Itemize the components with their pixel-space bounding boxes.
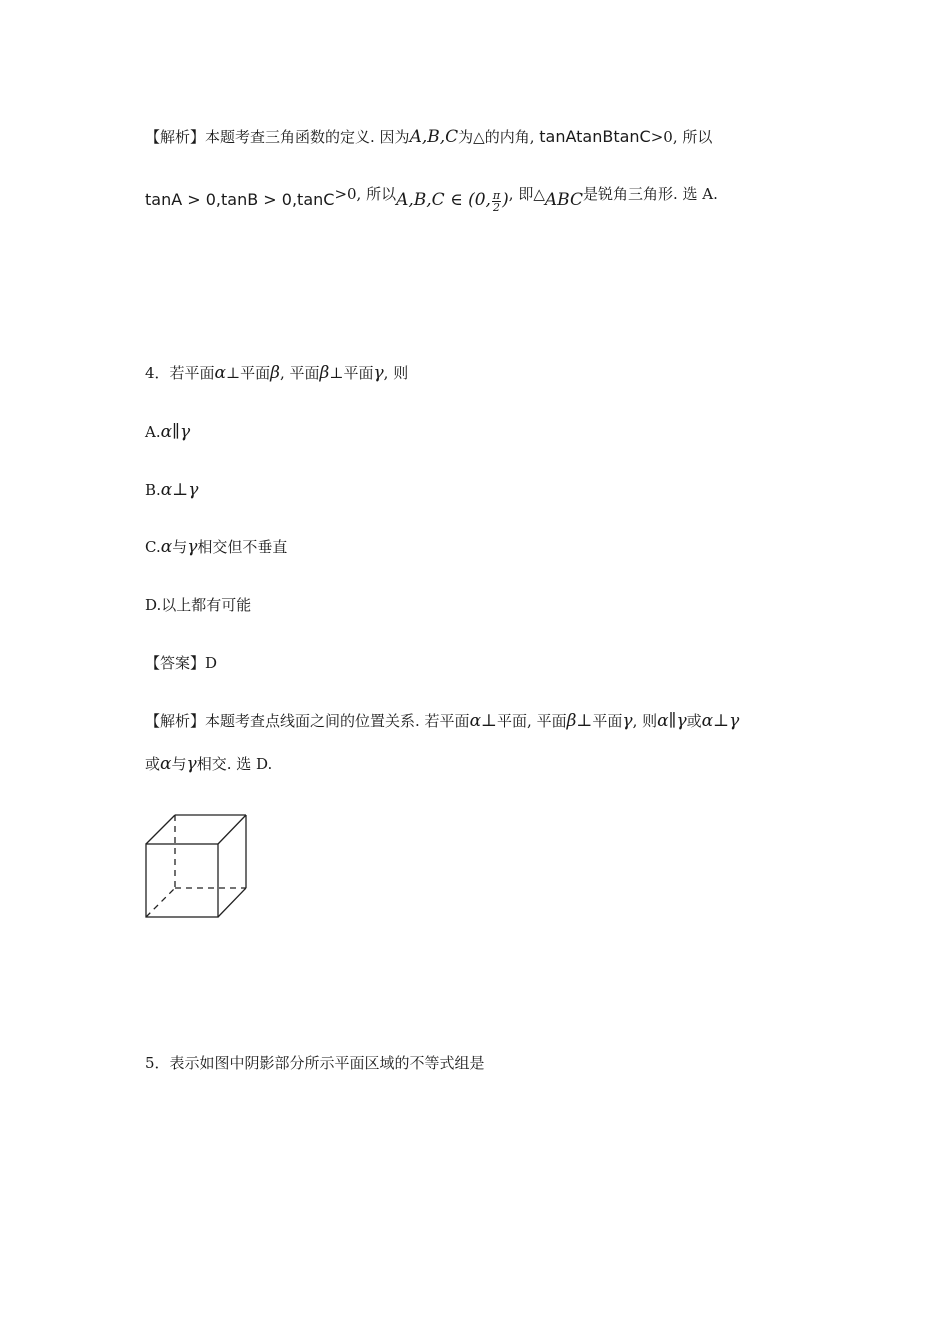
- analysis-text: 是锐角三角形. 选 A.: [582, 185, 718, 203]
- analysis-line-1: [145, 125, 712, 149]
- cube-edge-top-left: [146, 815, 175, 844]
- math-expression: ABC: [544, 190, 583, 210]
- math-expression: A,B,C ∈ (0,: [396, 190, 491, 210]
- analysis-text: 平面: [592, 712, 623, 730]
- analysis-text: 平面, 平面: [497, 712, 567, 730]
- perp-symbol: ⊥: [226, 364, 241, 382]
- math-beta: β: [319, 363, 330, 383]
- math-expression: β⊥: [566, 711, 593, 731]
- analysis-text: 本题考查点线面之间的位置关系. 若平面: [205, 712, 470, 730]
- option-d: [145, 593, 251, 617]
- cube-hidden-diagonal-edge: [146, 888, 175, 917]
- option-math: α∥γ: [160, 422, 191, 442]
- option-math: α⊥γ: [160, 480, 199, 500]
- analysis-tag: 【解析】: [145, 128, 206, 146]
- math-expression: α⊥γ: [701, 711, 740, 731]
- math-expression: A,B,C: [409, 127, 459, 147]
- option-label: D.: [145, 596, 162, 614]
- analysis-text: 或: [145, 755, 161, 773]
- option-label: A.: [145, 423, 161, 441]
- math-alpha: α: [214, 363, 227, 383]
- question-text: , 平面: [279, 364, 320, 382]
- math-beta: β: [270, 363, 280, 383]
- analysis-text: , 即△: [508, 185, 545, 203]
- question-5: [145, 1051, 485, 1075]
- analysis-text: , 则: [632, 712, 658, 730]
- math-gamma: γ: [186, 754, 197, 774]
- option-math: γ: [187, 537, 198, 557]
- math-expression: α⊥: [469, 711, 498, 731]
- analysis-text: 相交. 选 D.: [196, 755, 273, 773]
- question-text: 4．若平面: [145, 364, 215, 382]
- perp-symbol: ⊥: [329, 364, 344, 382]
- option-label: C.: [145, 538, 161, 556]
- question-text: 平面: [240, 364, 271, 382]
- answer-tag: 【答案】: [145, 654, 206, 672]
- option-text: 相交但不垂直: [197, 538, 288, 556]
- math-expression: ): [502, 190, 509, 210]
- math-expression: tanA > 0,tanB > 0,tanC: [145, 190, 335, 209]
- answer-line: [145, 651, 217, 675]
- question-4: [145, 361, 408, 385]
- option-c: [145, 535, 287, 559]
- cube-edge-bottom-right: [218, 888, 246, 917]
- math-expression: γ: [622, 711, 633, 731]
- answer-value: D: [205, 654, 218, 672]
- option-text: 以上都有可能: [161, 596, 252, 614]
- math-gamma: γ: [373, 363, 384, 383]
- analysis2-line-2: [145, 752, 272, 776]
- option-a: [145, 420, 190, 444]
- question-text: 平面: [343, 364, 374, 382]
- analysis-text: 或: [686, 712, 702, 730]
- analysis-text: 为△的内角,: [458, 128, 540, 146]
- question-text: , 则: [383, 364, 409, 382]
- fraction-pi-over-2: $\frac{\pi}{2}$: [492, 188, 501, 214]
- analysis-tag: 【解析】: [145, 712, 206, 730]
- analysis-text: >0, 所以: [650, 128, 713, 146]
- option-text: 与: [172, 538, 188, 556]
- cube-figure: [140, 808, 252, 923]
- option-label: B.: [145, 481, 161, 499]
- math-expression: tanAtanBtanC: [539, 127, 651, 146]
- analysis-text: >0, 所以: [334, 185, 397, 203]
- option-b: [145, 478, 198, 502]
- cube-edge-top-right: [218, 815, 246, 844]
- question-text: 5．表示如图中阴影部分所示平面区域的不等式组是: [145, 1054, 485, 1072]
- math-expression: α∥γ: [657, 711, 687, 731]
- analysis-line-2: [145, 185, 718, 214]
- math-alpha: α: [160, 754, 172, 774]
- analysis-text: 与: [171, 755, 187, 773]
- option-math: α: [160, 537, 173, 557]
- analysis-text: 本题考查三角函数的定义. 因为: [205, 128, 410, 146]
- analysis2-line-1: [145, 709, 739, 733]
